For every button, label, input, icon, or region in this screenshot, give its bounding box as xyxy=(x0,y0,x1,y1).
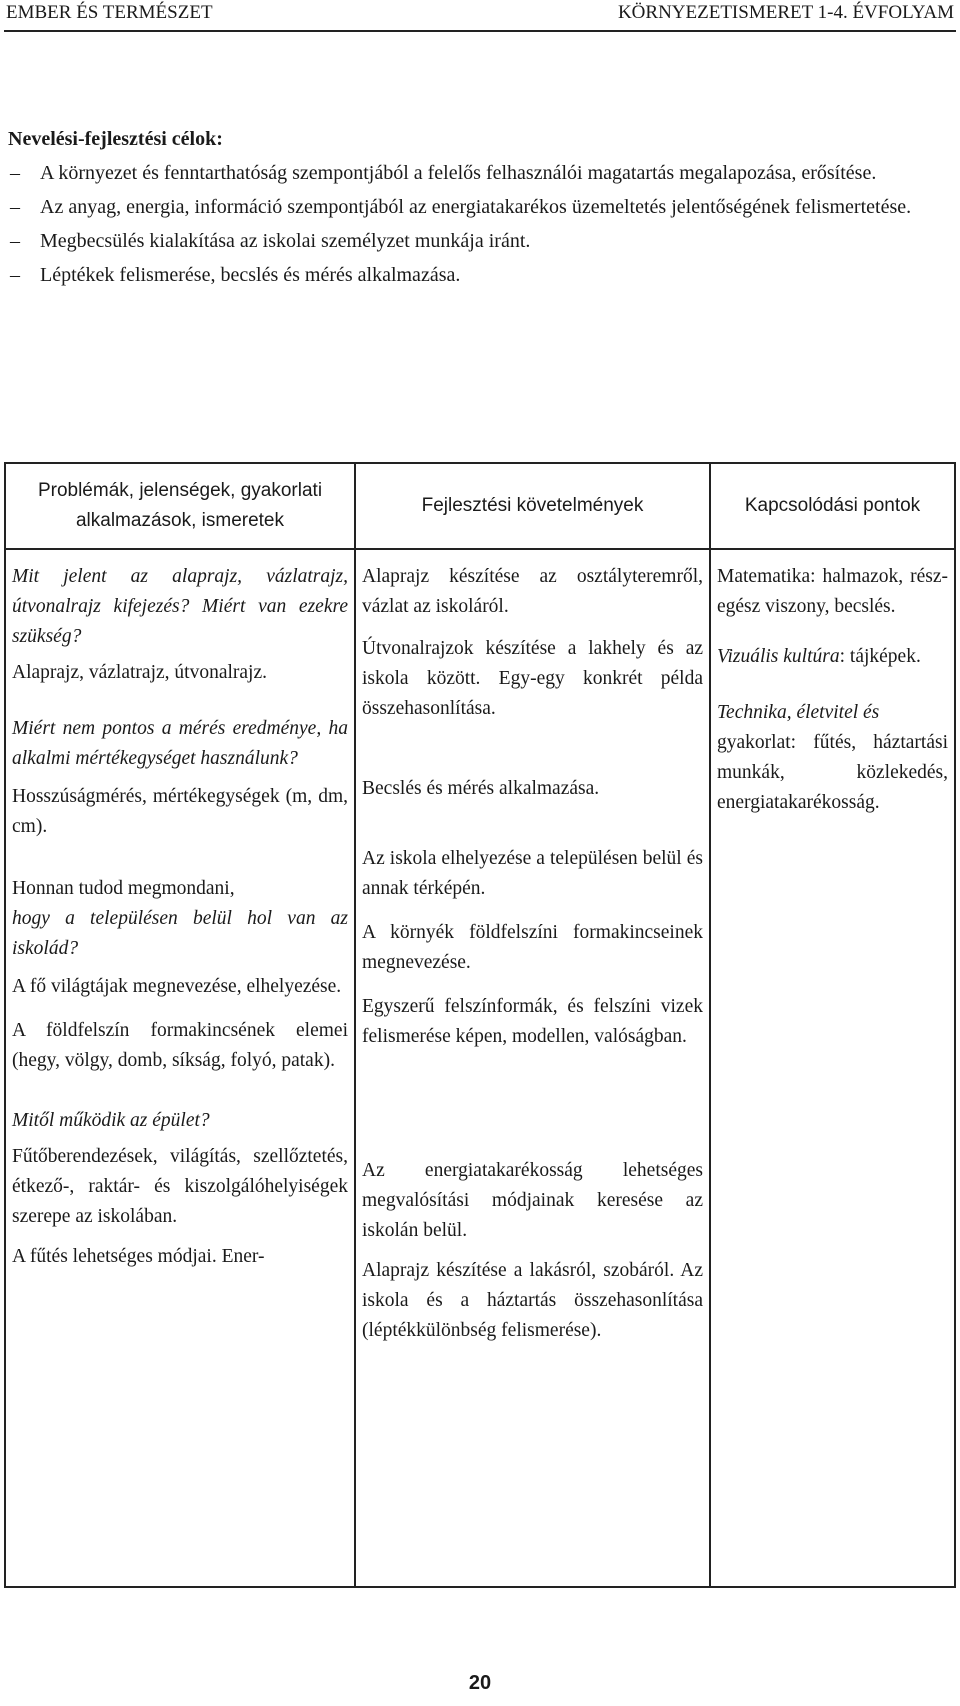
table-header-row xyxy=(5,463,955,549)
header-requirements: Fejlesztési követelmények xyxy=(355,463,710,549)
problems-cell xyxy=(5,549,355,1587)
goal-item: – Megbecsülés kialakítása az iskolai személyzet munkája iránt. xyxy=(8,226,952,256)
goal-item: – Az anyag, energia, információ szempontjából az energiatakarékos üzemeltetés jelentőségének felismertetése. xyxy=(8,192,952,222)
question: Mitől működik az épület? xyxy=(12,1110,210,1131)
requirement: Alaprajz készítése a lakásról, szobáról. Az iskola és a háztartás összehasonlítása (léptékkülönbség felismerése). xyxy=(362,1260,703,1341)
question: Miért nem pontos a mérés eredménye, ha alkalmi mértékegységet használunk? xyxy=(12,718,348,769)
goals-section xyxy=(8,124,952,294)
table-row xyxy=(5,549,955,1587)
requirement: Egyszerű felszínformák, és felszíni vizek felismerése képen, modellen, valóságban. xyxy=(362,996,703,1047)
topic: Fűtőberendezések, világítás, szellőztetés, étkező-, raktár- és kiszolgálóhelyiségek szerepe az iskolában. xyxy=(12,1146,348,1227)
topic: Hosszúságmérés, mértékegységek (m, dm, cm). xyxy=(12,786,348,837)
question: hogy a településen belül hol van az iskolád? xyxy=(12,908,348,959)
dash-bullet: – xyxy=(10,162,20,184)
connection: Matematika: halmazok, rész-egész viszony, becslés. xyxy=(717,566,948,617)
requirement: A környék földfelszíni formakincseinek megnevezése. xyxy=(362,922,703,973)
requirements-cell xyxy=(355,549,710,1587)
requirement: Útvonalrajzok készítése a lakhely és az iskola között. Egy-egy konkrét példa összehasonlítása. xyxy=(362,638,703,719)
connection: Vizuális kultúra: tájképek. xyxy=(717,646,921,667)
header-problems: Problémák, jelenségek, gyakorlati alkalmazások, ismeretek xyxy=(5,463,355,549)
page-number: 20 xyxy=(468,1672,492,1694)
requirement: Az energiatakarékosság lehetséges megvalósítási módjainak keresése az iskolán belül. xyxy=(362,1160,703,1241)
goal-item: – Léptékek felismerése, becslés és mérés alkalmazása. xyxy=(8,260,952,290)
goals-title: Nevelési-fejlesztési célok: xyxy=(8,128,223,150)
connections-cell xyxy=(710,549,955,1587)
dash-bullet: – xyxy=(10,196,20,218)
running-header-right: KÖRNYEZETISMERET 1-4. ÉVFOLYAM xyxy=(617,2,954,23)
topic: A fűtés lehetséges módjai. Ener- xyxy=(12,1246,265,1267)
topic: Alaprajz, vázlatrajz, útvonalrajz. xyxy=(12,662,267,683)
running-header-left: EMBER ÉS TERMÉSZET xyxy=(6,2,213,23)
connection: gyakorlat: fűtés, háztartási munkák, közlekedés, energiatakarékosság. xyxy=(717,732,948,813)
curriculum-table xyxy=(4,462,956,1588)
goal-item: – A környezet és fenntarthatóság szempontjából a felelős felhasználói magatartás megalapozása, erősítése. xyxy=(8,158,952,188)
requirement: Alaprajz készítése az osztályteremről, vázlat az iskoláról. xyxy=(362,566,703,617)
topic: A fő világtájak megnevezése, elhelyezése. xyxy=(12,976,342,997)
question: Honnan tudod megmondani, xyxy=(12,878,235,899)
question: Mit jelent az alaprajz, vázlatrajz, útvonalrajz kifejezés? Miért van ezekre szükség? xyxy=(12,566,348,647)
dash-bullet: – xyxy=(10,230,20,252)
connection: Technika, életvitel és xyxy=(717,702,880,723)
goals-list xyxy=(8,158,952,290)
requirement: Becslés és mérés alkalmazása. xyxy=(362,778,600,799)
header-connections: Kapcsolódási pontok xyxy=(710,463,955,549)
dash-bullet: – xyxy=(10,264,20,286)
topic: A földfelszín formakincsének elemei (hegy, völgy, domb, síkság, folyó, patak). xyxy=(12,1020,348,1071)
header-rule xyxy=(4,30,956,32)
requirement: Az iskola elhelyezése a településen belül és annak térképén. xyxy=(362,848,703,899)
